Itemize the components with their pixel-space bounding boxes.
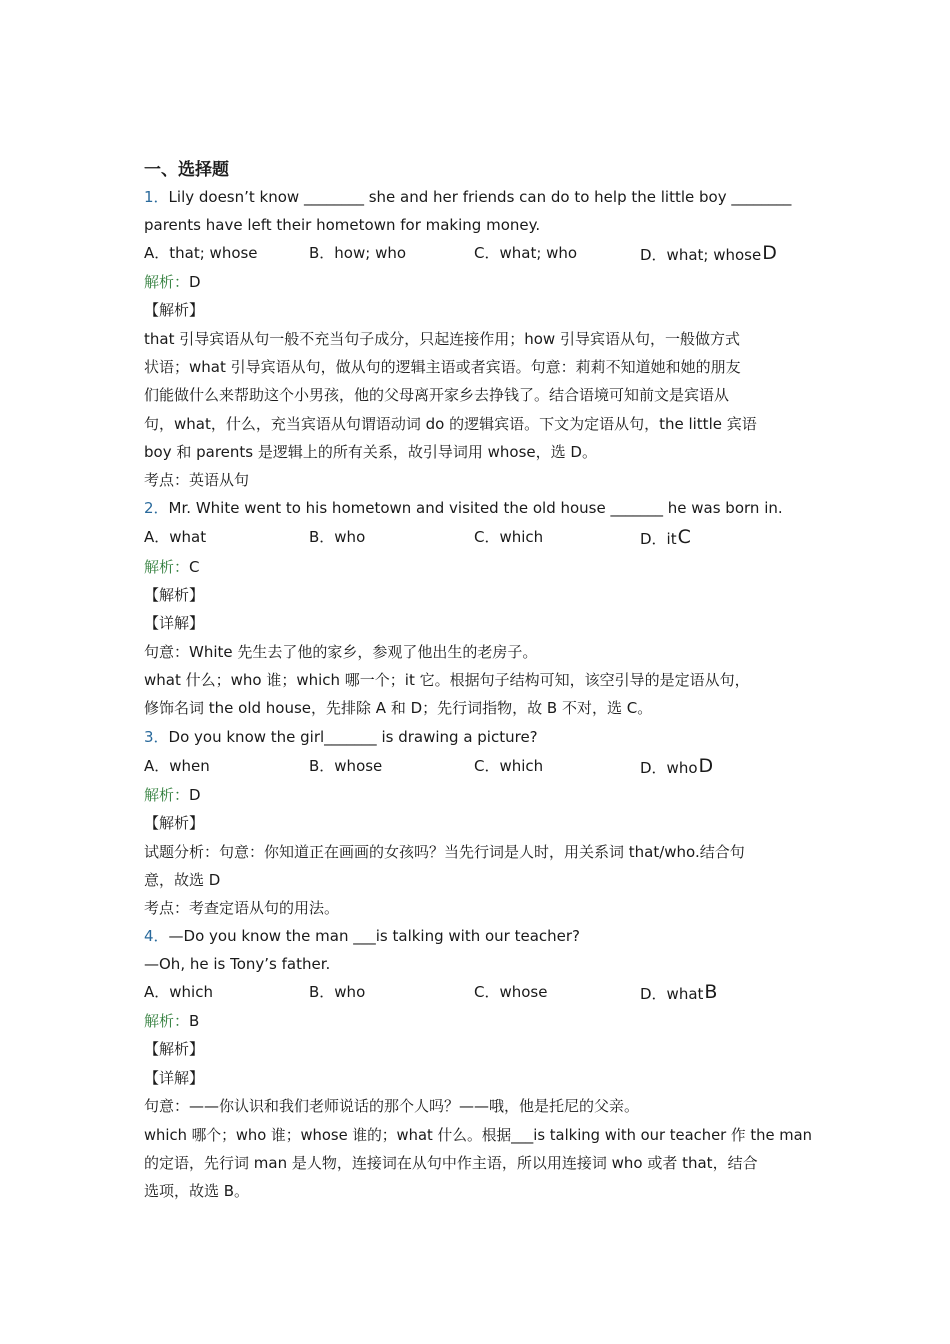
question-number: 2． <box>144 499 169 517</box>
q3-body-line: 考点：考查定语从句的用法。 <box>144 899 340 917</box>
q2-heading-xiangjie: 【详解】 <box>144 614 205 632</box>
analysis-answer: D <box>189 273 201 291</box>
analysis-label: 解析： <box>144 786 190 804</box>
q2-option-d <box>640 526 691 550</box>
q3-option-c: C．which <box>474 757 544 775</box>
q3-body-line: 试题分析：句意：你知道正在画画的女孩吗？当先行词是人时，用关系词 that/who.结合句 <box>144 843 745 861</box>
q2-analysis <box>144 556 200 578</box>
answer-mark: B <box>704 981 718 1003</box>
q1-option-d <box>640 242 777 266</box>
q4-heading-jiexi: 【解析】 <box>144 1040 205 1058</box>
q4-option-d <box>640 981 717 1005</box>
q1-body-line: 考点：英语从句 <box>144 471 250 489</box>
q2-heading-jiexi: 【解析】 <box>144 586 205 604</box>
answer-mark: C <box>677 526 691 548</box>
q4-body-line: 选项，故选 B。 <box>144 1182 250 1200</box>
q4-option-a: A．which <box>144 983 213 1001</box>
section-title: 一、选择题 <box>144 160 229 180</box>
q1-body-line: boy 和 parents 是逻辑上的所有关系，故引导词用 whose，选 D。 <box>144 443 597 461</box>
q1-option-a: A．that; whose <box>144 244 258 262</box>
q1-body-line: 们能做什么来帮助这个小男孩，他的父母离开家乡去挣钱了。结合语境可知前文是宾语从 <box>144 386 730 404</box>
q1-analysis <box>144 271 201 293</box>
analysis-answer: C <box>189 558 200 576</box>
question-number: 4． <box>144 927 169 945</box>
analysis-label: 解析： <box>144 273 190 291</box>
answer-mark: D <box>698 755 714 777</box>
q4-body-line: 句意：——你认识和我们老师说话的那个人吗？——哦，他是托尼的父亲。 <box>144 1097 640 1115</box>
q2-body-line: 修饰名词 the old house，先排除 A 和 D；先行词指物，故 B 不对，选 C。 <box>144 699 653 717</box>
question-2-stem <box>144 497 783 519</box>
q2-body-line: 句意：White 先生去了他的家乡，参观了他出生的老房子。 <box>144 643 538 661</box>
q3-body-line: 意，故选 D <box>144 871 221 889</box>
q1-body-line: 句，what，什么，充当宾语从句谓语动词 do 的逻辑宾语。下文为定语从句，the little 宾语 <box>144 415 757 433</box>
question-text: Lily doesn’t know ________ she and her friends can do to help the little boy ________ <box>168 188 792 206</box>
option-text: D．what; whose <box>640 246 762 264</box>
analysis-label: 解析： <box>144 558 190 576</box>
analysis-answer: D <box>189 786 201 804</box>
question-text: Mr. White went to his hometown and visited the old house _______ he was born in. <box>168 499 783 517</box>
question-4-stem-line2: —Oh, he is Tony’s father. <box>144 955 331 973</box>
q1-body-line: that 引导宾语从句一般不充当句子成分，只起连接作用；how 引导宾语从句，一般做方式 <box>144 330 740 348</box>
q2-body-line: what 什么；who 谁；which 哪一个；it 它。根据句子结构可知，该空引导的是定语从句， <box>144 671 750 689</box>
q3-option-d <box>640 755 713 779</box>
answer-mark: D <box>762 242 777 264</box>
q4-analysis <box>144 1010 199 1032</box>
question-number: 3． <box>144 728 169 746</box>
q4-option-b: B．who <box>309 983 366 1001</box>
q1-option-b: B．how; who <box>309 244 407 262</box>
q4-heading-xiangjie: 【详解】 <box>144 1069 205 1087</box>
q4-body-line: which 哪个；who 谁；whose 谁的；what 什么。根据___is talking with our teacher 作 the man <box>144 1126 812 1144</box>
q3-option-b: B．whose <box>309 757 383 775</box>
question-3-stem <box>144 726 538 748</box>
question-number: 1． <box>144 188 169 206</box>
option-text: D．who <box>640 759 698 777</box>
q2-option-c: C．which <box>474 528 544 546</box>
q1-body-line: 状语；what 引导宾语从句，做从句的逻辑主语或者宾语。句意：莉莉不知道她和她的朋友 <box>144 358 741 376</box>
analysis-answer: B <box>189 1012 200 1030</box>
q3-analysis <box>144 784 201 806</box>
question-text: —Do you know the man ___is talking with our teacher? <box>168 927 581 945</box>
q2-option-a: A．what <box>144 528 207 546</box>
q3-heading-jiexi: 【解析】 <box>144 814 205 832</box>
option-text: D．what <box>640 985 704 1003</box>
q1-option-c: C．what; who <box>474 244 578 262</box>
question-1-stem-line1 <box>144 186 791 208</box>
q3-option-a: A．when <box>144 757 210 775</box>
option-text: D．it <box>640 530 677 548</box>
analysis-label: 解析： <box>144 1012 190 1030</box>
q4-body-line: 的定语，先行词 man 是人物，连接词在从句中作主语，所以用连接词 who 或者 that，结合 <box>144 1154 758 1172</box>
q4-option-c: C．whose <box>474 983 548 1001</box>
question-4-stem-line1 <box>144 925 580 947</box>
q1-heading-jiexi: 【解析】 <box>144 301 205 319</box>
question-text: Do you know the girl_______ is drawing a picture? <box>168 728 538 746</box>
q2-option-b: B．who <box>309 528 366 546</box>
question-1-stem-line2: parents have left their hometown for making money. <box>144 216 541 234</box>
